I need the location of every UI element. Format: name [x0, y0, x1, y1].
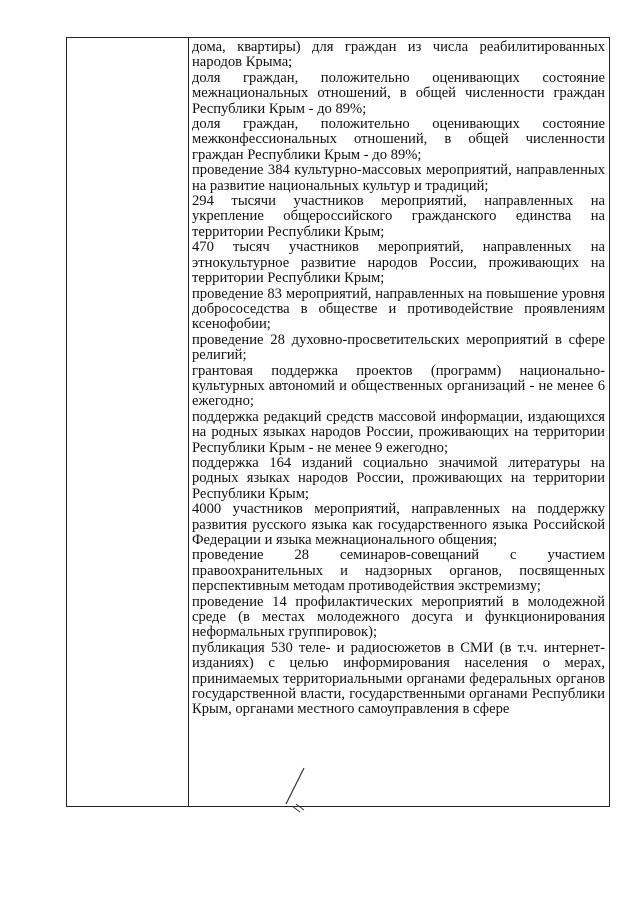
- paragraph: доля граждан, положительно оценивающих состояние межнациональных отношений, в общей численности граждан Республики Крым - до 89%;: [192, 69, 605, 117]
- paragraph: публикация 530 теле- и радиосюжетов в СМИ (в т.ч. интернет-изданиях) с целью информирования населения о мерах, принимаемых территориальными органами федеральных органов государственной власти, государственными органами Республики Крым, органами местного самоуправления в сфере: [192, 639, 605, 718]
- paragraph: дома, квартиры) для граждан из числа реабилитированных народов Крыма;: [192, 39, 605, 71]
- table-cell-text: [192, 40, 605, 718]
- paragraph: проведение 28 семинаров-совещаний с участием правоохранительных и надзорных органов, посвященных перспективным методам противодействия экстремизму;: [192, 547, 605, 595]
- paragraph: проведение 384 культурно-массовых мероприятий, направленных на развитие национальных культур и традиций;: [192, 162, 605, 194]
- paragraph: 4000 участников мероприятий, направленных на поддержку развития русского языка как государственного языка Российской Федерации и языка межнационального общения;: [192, 501, 605, 548]
- paragraph: 294 тысячи участников мероприятий, направленных на укрепление общероссийского гражданского единства на территории Республики Крым;: [192, 193, 605, 240]
- paragraph: проведение 14 профилактических мероприятий в молодежной среде (в местах молодежного досуга и функционирования неформальных группировок);: [192, 593, 605, 641]
- paragraph: поддержка редакций средств массовой информации, издающихся на родных языках народов России, проживающих на территории Республики Крым - не менее 9 ежегодно;: [192, 408, 605, 456]
- paragraph: проведение 28 духовно-просветительских мероприятий в сфере религий;: [192, 331, 605, 364]
- paragraph: проведение 83 мероприятий, направленных на повышение уровня добрососедства в обществе и противодействие проявлениям ксенофобии;: [192, 285, 605, 333]
- paragraph: 470 тысяч участников мероприятий, направленных на этнокультурное развитие народов России, проживающих на территории Республики Крым;: [192, 239, 605, 287]
- paragraph: поддержка 164 изданий социально значимой литературы на родных языках народов России, проживающих на территории Республики Крым;: [192, 454, 605, 502]
- column-divider: [188, 38, 189, 806]
- paragraph: доля граждан, положительно оценивающих состояние межконфессиональных отношений, в общей численности граждан Республики Крым - до 89%;: [192, 116, 605, 163]
- document-table: [66, 37, 610, 807]
- paragraph: грантовая поддержка проектов (программ) национально-культурных автономий и общественных организаций - не менее 6 ежегодно;: [192, 362, 605, 410]
